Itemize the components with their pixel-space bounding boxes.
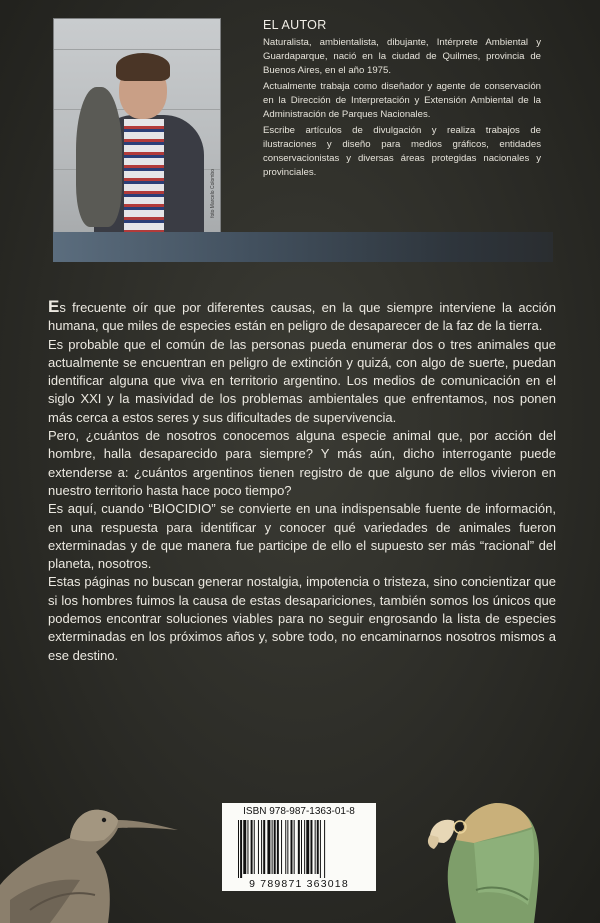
barcode-bar bbox=[272, 820, 273, 874]
barcode-bar bbox=[291, 820, 293, 874]
barcode-bar bbox=[315, 820, 316, 874]
curlew-icon bbox=[0, 790, 180, 923]
isbn-label: ISBN 978-987-1363-01-8 bbox=[243, 806, 355, 817]
barcode-bar bbox=[287, 820, 288, 874]
back-cover-text bbox=[48, 298, 556, 665]
held-bird bbox=[76, 87, 122, 227]
author-paragraph: Actualmente trabaja como diseñador y agente de conservación en la Dirección de Interpretación y Extensión Ambiental de la Administración de Parques Nacionales. bbox=[263, 81, 541, 120]
body-paragraph-4: Es aquí, cuando “BIOCIDIO” se convierte en una indispensable fuente de información, en una respuesta para identificar y conocer qué variedades de animales fueron exterminadas y de que manera fue participe de ello el supuesto ser más “racional” del planeta, nosotros. bbox=[48, 501, 556, 572]
author-hair bbox=[116, 53, 170, 81]
parakeet-icon bbox=[416, 795, 546, 923]
barcode-bar bbox=[263, 820, 265, 874]
author-paragraph: Escribe artículos de divulgación y realiza trabajos de ilustraciones y diseño para medios gráficos, entidades conservacionistas y diversas áreas protegidas nacionales y provinciales. bbox=[263, 125, 541, 178]
barcode-bar bbox=[261, 820, 262, 874]
barcode-bar bbox=[281, 820, 282, 874]
barcode-bar bbox=[285, 820, 286, 874]
author-photo bbox=[53, 18, 221, 234]
barcode-bars bbox=[236, 820, 362, 878]
barcode-bar bbox=[320, 820, 321, 878]
body-paragraph-2: Es probable que el común de las personas pueda enumerar dos o tres animales que actualmente se encuentran en peligro de extinción y quizá, con algo de suerte, puedan identificar alguna que viva en territorio argentino. Los medios de comunicación en el siglo XXI y la masividad de los problemas ambientales que enfrentamos, nos ponen más cerca a estos seres y sus dificultades de supervivencia. bbox=[48, 336, 556, 425]
body-paragraph-3: Pero, ¿cuántos de nosotros conocemos alguna especie animal que, por acción del hombre, halla desaparecido para siempre? Y más aún, dicho interrogante puede extenderse a: ¿cuántos argentinos tienen registro de que alguno de ellos vivieron en nuestro territorio hasta hace poco tiempo? bbox=[48, 428, 556, 498]
body-paragraph-5: Estas páginas no buscan generar nostalgia, impotencia o tristeza, sino concientizar que si los hombres fuimos la causa de estas desapariciones, también somos los únicos que podemos encontrar soluciones viables para no seguir engrosando la lista de especies exterminadas en los próximos años y, sobre todo, no encaminarnos nosotros mismos a ese destino. bbox=[48, 574, 556, 663]
author-shirt bbox=[124, 119, 164, 234]
body-paragraph-text: s frecuente oír que por diferentes causas, en la que siempre interviene la acción humana, que miles de especies están en peligro de desaparecer de la faz de la tierra. bbox=[48, 300, 556, 334]
barcode-number: 9 789871 363018 bbox=[249, 878, 349, 890]
dropcap: E bbox=[48, 297, 60, 316]
barcode-bar bbox=[310, 820, 312, 874]
barcode-bar bbox=[298, 820, 300, 874]
isbn-barcode bbox=[222, 803, 376, 891]
barcode-bar bbox=[247, 820, 248, 874]
barcode-bar bbox=[306, 820, 309, 874]
barcode-bar bbox=[267, 820, 270, 874]
author-heading: EL AUTOR bbox=[263, 18, 327, 32]
barcode-bar bbox=[240, 820, 242, 878]
author-paragraph: Naturalista, ambientalista, dibujante, Intérprete Ambiental y Guardaparque, nació en la ciudad de Quilmes, provincia de Buenos Aires, en el año 1975. bbox=[263, 37, 541, 76]
barcode-bar bbox=[243, 820, 246, 874]
barcode-bar bbox=[274, 820, 276, 874]
barcode-bar bbox=[317, 820, 319, 874]
barcode-bar bbox=[324, 820, 325, 878]
barcode-bar bbox=[238, 820, 239, 878]
barcode-bar bbox=[251, 820, 253, 874]
photo-credit: foto Marcelo Colombo bbox=[210, 169, 216, 218]
body-paragraph-1 bbox=[48, 298, 556, 336]
author-bio bbox=[263, 18, 541, 182]
barcode-bar bbox=[277, 820, 279, 874]
barcode-bar bbox=[304, 820, 305, 874]
barcode-bar bbox=[254, 820, 255, 874]
photo-shadow-band bbox=[53, 232, 553, 262]
barcode-bar bbox=[258, 820, 259, 874]
barcode-bar bbox=[294, 820, 295, 874]
barcode-bar bbox=[301, 820, 302, 874]
